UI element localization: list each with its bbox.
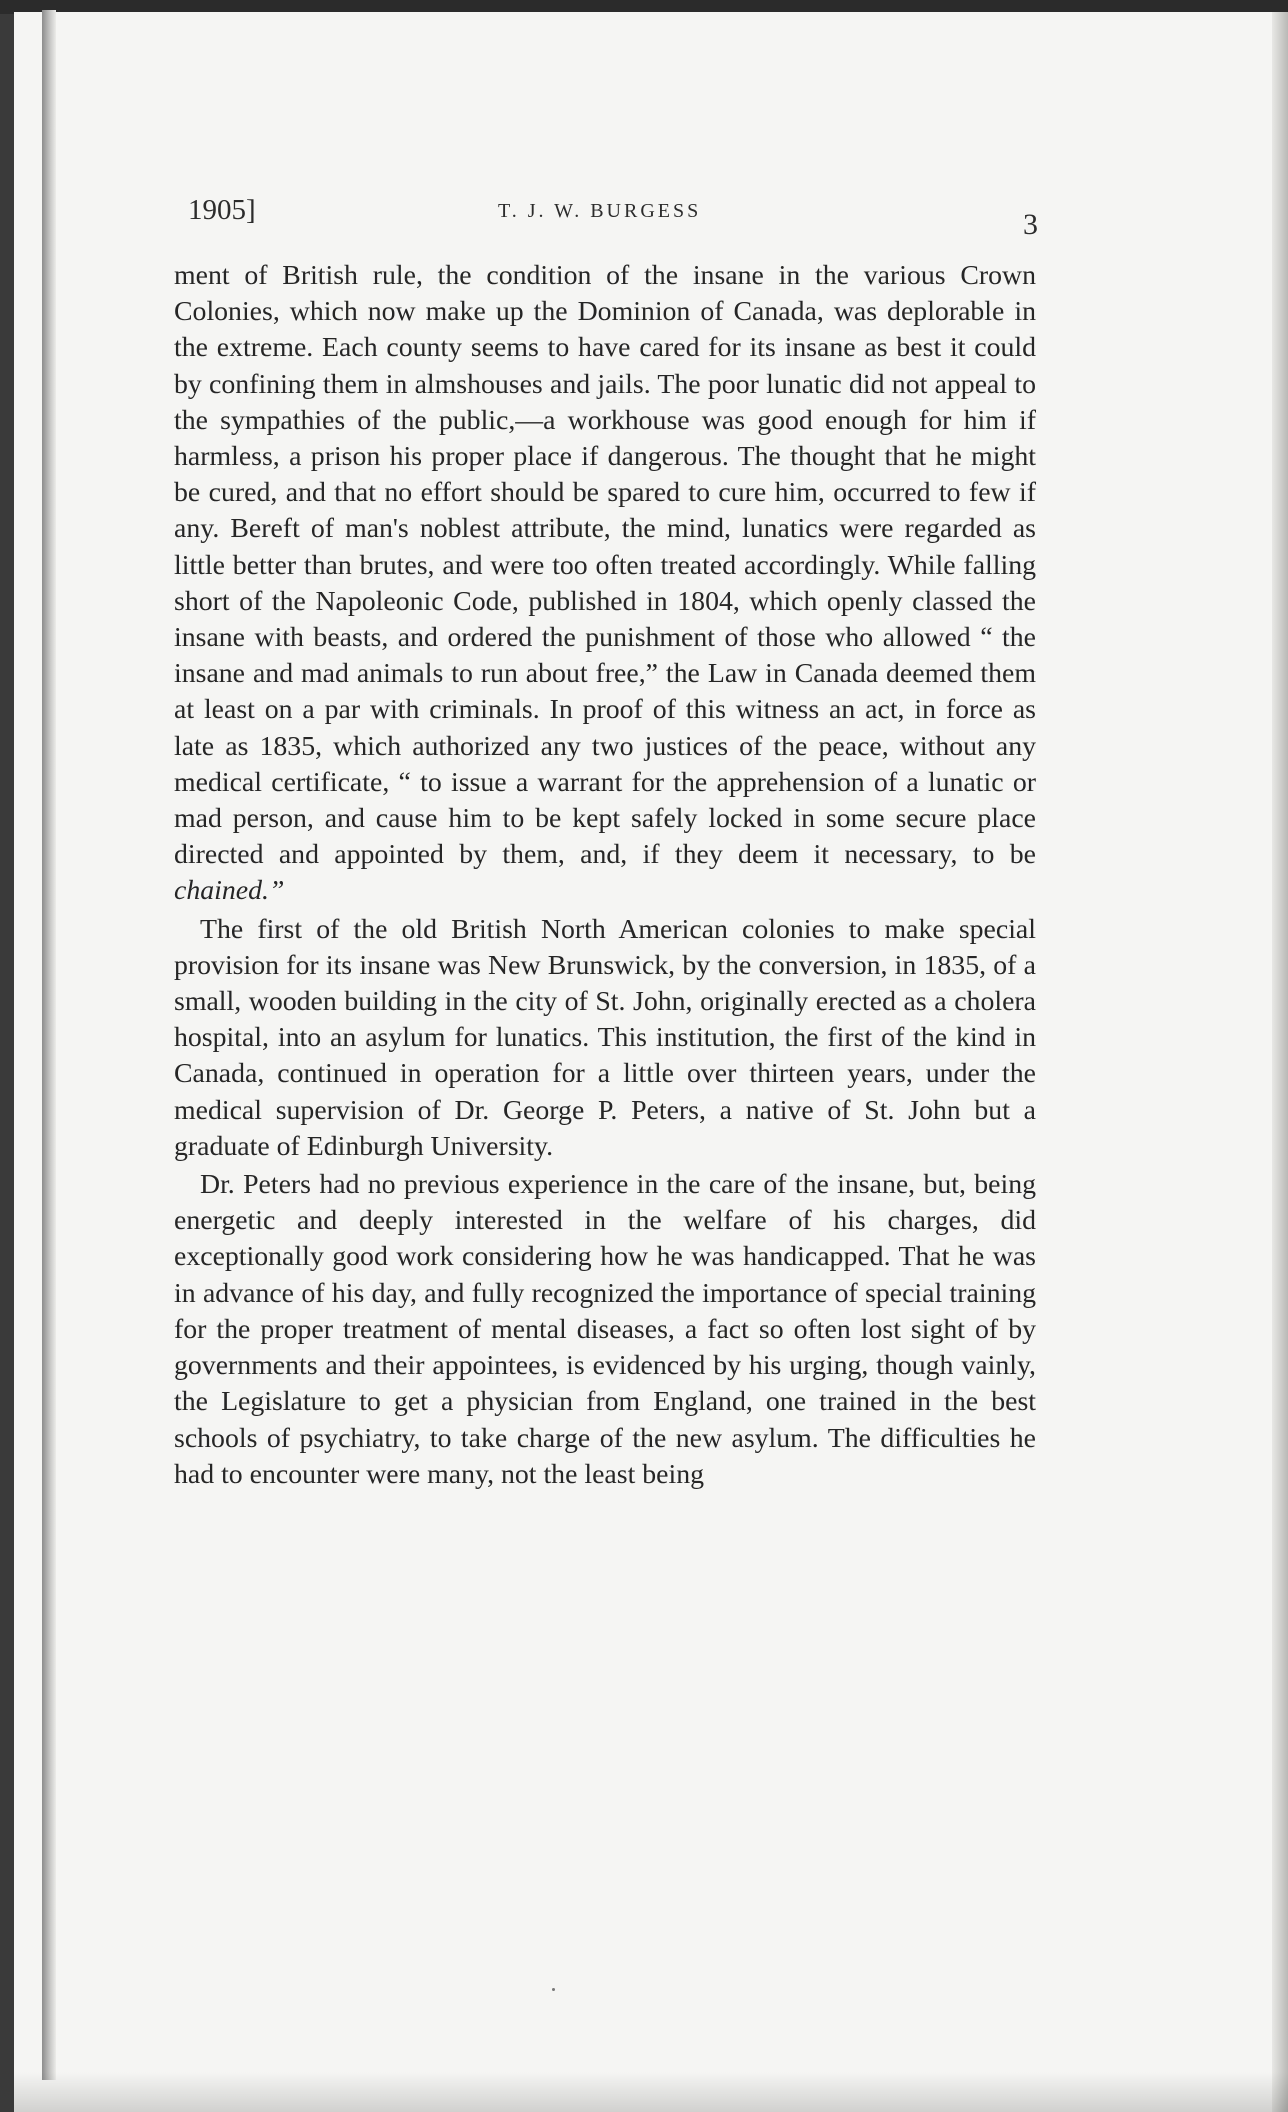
page-binding-shadow — [42, 10, 56, 2080]
running-head — [188, 186, 1038, 246]
page-number: 3 — [1023, 208, 1038, 241]
page-speck — [552, 1988, 555, 1991]
paragraph-3: Dr. Peters had no previous experience in the care of the insane, but, being energetic and deeply interested in the welfare of his charges, did exceptionally good work considering how he was handicapped. That he was in advance of his day, and fully recognized the importance of special training for the proper treatment of mental diseases, a fact so often lost sight of by governments and their appointees, is evidenced by his urging, though vainly, the Legislature to get a physician from England, one trained in the best schools of psychiatry, to take charge of the new asylum. The difficulties he had to encounter were many, not the least being — [174, 1169, 1036, 1490]
paragraph-1-text: ment of British rule, the condition of the insane in the various Crown Colonies, which now make up the Dominion of Canada, was deplorable in the extreme. Each county seems to have cared for its insane as best it could by confining them in almshouses and jails. The poor lunatic did not appeal to the sympathies of the public,—a workhouse was good enough for him if harmless, a prison his proper place if dangerous. The thought that he might be cured, and that no effort should be spared to cure him, occurred to few if any. Bereft of man's noblest attribute, the mind, lunatics were regarded as little better than brutes, and were too often treated accordingly. While falling short of the Napoleonic Code, published in 1804, which openly classed the insane with beasts, and ordered the punishment of those who allowed “ the insane and mad animals to run about free,” the Law in Canada deemed them at least on a par with criminals. In proof of this witness an act, in force as late as 1835, which authorized any two justices of the peace, without any medical certificate, “ to issue a warrant for the apprehension of a lunatic or mad person, and cause him to be kept safely locked in some secure place directed and appointed by them, and, if they deem it necessary, to be — [174, 260, 1036, 871]
paragraph-2: The first of the old British North American colonies to make special provision for its insane was New Brunswick, by the conversion, in 1835, of a small, wooden building in the city of St. John, originally erected as a cholera hospital, into an asylum for lunatics. This institution, the first of the kind in Canada, continued in operation for a little over thirteen years, under the medical supervision of Dr. George P. Peters, a native of St. John but a graduate of Edinburgh University. — [174, 913, 1036, 1162]
page-bottom-shadow — [14, 2072, 1288, 2112]
page-right-edge — [1272, 12, 1288, 2112]
running-head-year: 1905] — [188, 194, 256, 226]
body-text — [174, 258, 1036, 1493]
running-head-author: T. J. W. BURGESS — [498, 200, 702, 222]
paragraph-1 — [174, 258, 1036, 910]
emphasis-chained: chained.” — [174, 875, 285, 907]
